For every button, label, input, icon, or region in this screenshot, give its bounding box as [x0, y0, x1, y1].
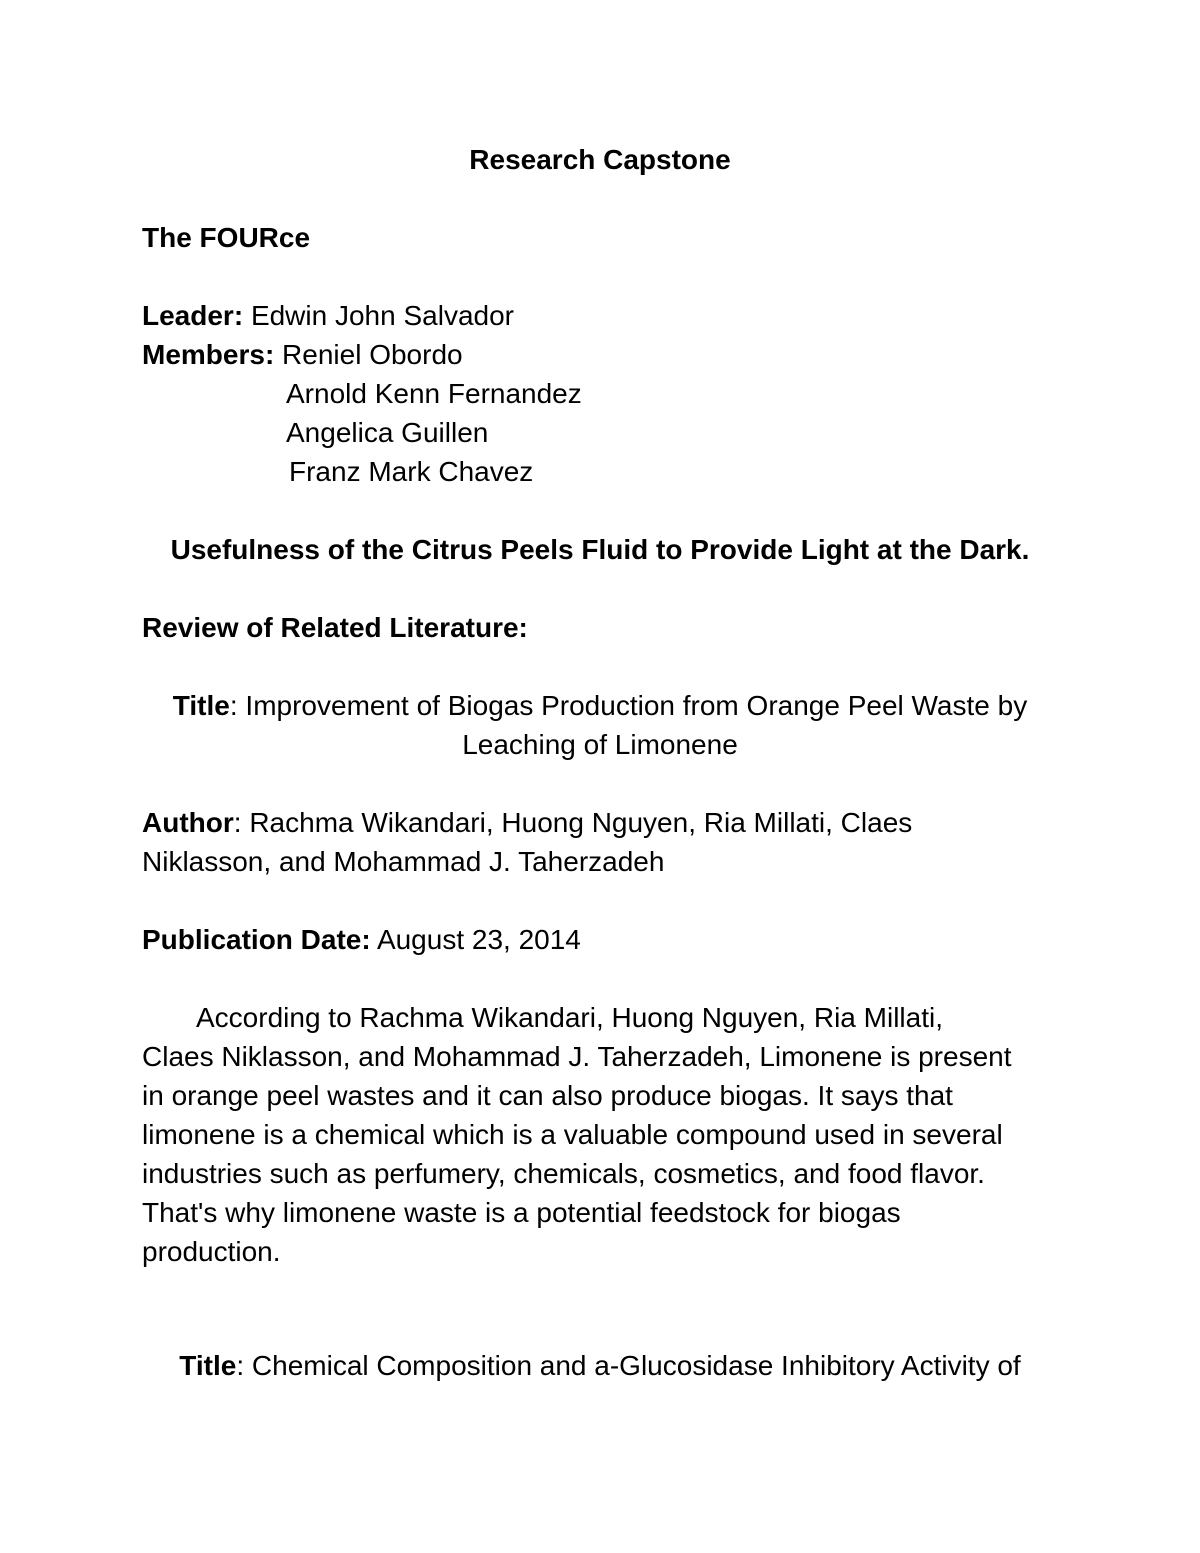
document-heading: Research Capstone — [469, 144, 731, 175]
entry-title-line — [0, 1346, 1200, 1385]
members-label: Members: — [142, 339, 275, 370]
members-line — [142, 335, 463, 374]
entry-title-text: : Improvement of Biogas Production from Orange Peel Waste by — [229, 690, 1028, 721]
summary-line: limonene is a chemical which is a valuable compound used in several — [142, 1119, 1003, 1150]
summary-line: in orange peel wastes and it can also produce biogas. It says that — [142, 1080, 953, 1111]
member-name: Angelica Guillen — [286, 417, 489, 448]
entry-pubdate-value: August 23, 2014 — [376, 924, 581, 955]
entry-title-text: : Chemical Composition and a-Glucosidase Inhibitory Activity of — [236, 1350, 1021, 1381]
summary-line: That's why limonene waste is a potential feedstock for biogas — [142, 1197, 901, 1228]
summary-line: Claes Niklasson, and Mohammad J. Taherzadeh, Limonene is present — [142, 1041, 1012, 1072]
summary-line: industries such as perfumery, chemicals, cosmetics, and food flavor. — [142, 1158, 985, 1189]
leader-name: Edwin John Salvador — [250, 300, 514, 331]
summary-line: production. — [142, 1236, 281, 1267]
leader-line — [142, 296, 514, 335]
entry-title-line: Leaching of Limonene — [462, 729, 738, 760]
entry-author-line — [142, 803, 912, 842]
entry-author-label: Author — [142, 807, 234, 838]
entry-pubdate-label: Publication Date: — [142, 924, 371, 955]
group-name: The FOURce — [142, 222, 311, 253]
entry-title-label: Title — [172, 690, 230, 721]
entry-pubdate-line — [142, 920, 581, 959]
entry-title-label: Title — [179, 1350, 237, 1381]
entry-title-line — [0, 686, 1200, 725]
summary-line: According to Rachma Wikandari, Huong Nguyen, Ria Millati, — [196, 1002, 943, 1033]
study-title: Usefulness of the Citrus Peels Fluid to Provide Light at the Dark. — [170, 534, 1030, 565]
rrl-heading: Review of Related Literature: — [142, 612, 528, 643]
entry-author-line: Niklasson, and Mohammad J. Taherzadeh — [142, 846, 665, 877]
member-name: Reniel Obordo — [282, 339, 463, 370]
leader-label: Leader: — [142, 300, 244, 331]
entry-author-text: : Rachma Wikandari, Huong Nguyen, Ria Millati, Claes — [233, 807, 913, 838]
member-name: Franz Mark Chavez — [289, 456, 534, 487]
member-name: Arnold Kenn Fernandez — [286, 378, 582, 409]
